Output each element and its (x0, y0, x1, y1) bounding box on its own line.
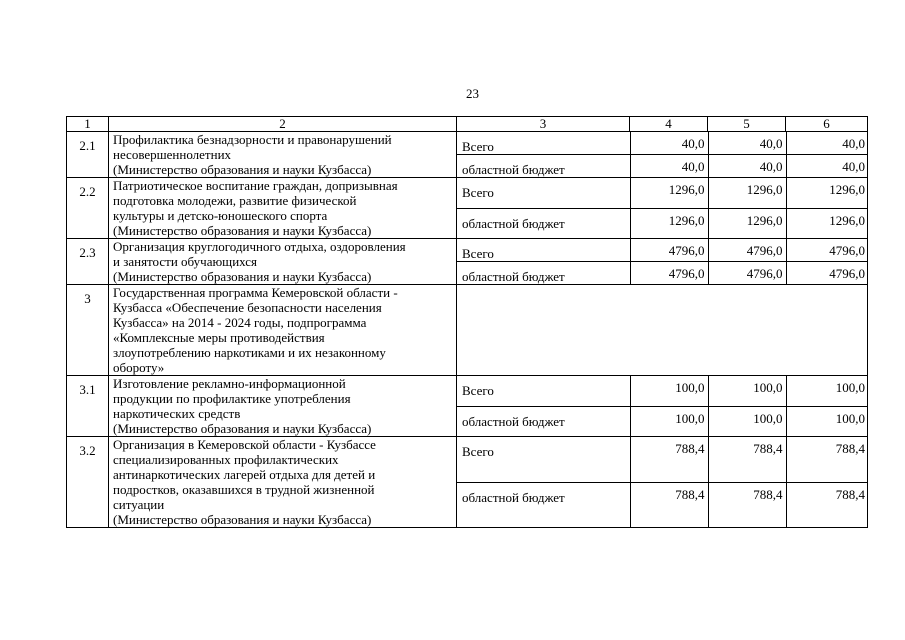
description-line: подростков, оказавшихся в трудной жизненной (113, 482, 375, 497)
budget-label: Всего (462, 444, 494, 459)
budget-row (457, 262, 868, 285)
budget-label: областной бюджет (457, 208, 630, 238)
budget-row (457, 437, 868, 482)
page-number: 23 (466, 86, 479, 101)
description-line: ситуации (113, 497, 165, 512)
budget-value: 788,4 (786, 437, 868, 482)
table-row (67, 285, 868, 376)
row-number: 3 (67, 285, 109, 376)
budget-value: 100,0 (630, 376, 708, 406)
table-row (67, 239, 868, 285)
column-header: 6 (786, 117, 868, 132)
budget-label: областной бюджет (457, 155, 630, 178)
row-number: 2.2 (67, 178, 109, 239)
budget-value: 788,4 (708, 437, 786, 482)
budget-cell (457, 178, 868, 239)
budget-subtable (457, 376, 868, 436)
budget-value: 4796,0 (630, 262, 708, 285)
budget-value: 40,0 (630, 155, 708, 178)
table-row (67, 437, 868, 528)
budget-row (457, 239, 868, 262)
row-description (109, 285, 457, 376)
budget-row (457, 178, 868, 208)
budget-value: 4796,0 (708, 262, 786, 285)
description-line: продукции по профилактике употребления (113, 391, 351, 406)
budget-row (457, 406, 868, 436)
budget-subtable (457, 132, 868, 177)
budget-value: 100,0 (786, 406, 868, 436)
budget-label: областной бюджет (457, 482, 630, 527)
budget-row (457, 208, 868, 238)
budget-cell (457, 239, 868, 285)
description-line: Профилактика безнадзорности и правонарушений (113, 132, 392, 147)
row-description (109, 178, 457, 239)
description-line: антинаркотических лагерей отдыха для детей и (113, 467, 376, 482)
budget-value: 40,0 (708, 155, 786, 178)
budget-value: 4796,0 (786, 262, 868, 285)
budget-row (457, 482, 868, 527)
description-line: Организация в Кемеровской области - Кузбассе (113, 437, 376, 452)
budget-value: 1296,0 (708, 208, 786, 238)
budget-value: 788,4 (630, 482, 708, 527)
table-row (67, 376, 868, 437)
row-number: 2.1 (67, 132, 109, 178)
description-line: «Комплексные меры противодействия (113, 330, 325, 345)
budget-value: 1296,0 (630, 208, 708, 238)
description-line: обороту» (113, 360, 165, 375)
description-line: несовершеннолетних (113, 147, 232, 162)
budget-label: Всего (462, 246, 494, 261)
budget-value: 788,4 (708, 482, 786, 527)
description-line: (Министерство образования и науки Кузбасса) (113, 269, 372, 284)
budget-label: областной бюджет (457, 406, 630, 436)
budget-value: 1296,0 (708, 178, 786, 208)
description-line: (Министерство образования и науки Кузбасса) (113, 421, 372, 436)
budget-value: 100,0 (786, 376, 868, 406)
table-row (67, 132, 868, 178)
budget-label: Всего (462, 139, 494, 154)
description-line: наркотических средств (113, 406, 241, 421)
budget-value: 100,0 (708, 406, 786, 436)
row-number: 2.3 (67, 239, 109, 285)
row-description (109, 376, 457, 437)
budget-value: 788,4 (630, 437, 708, 482)
budget-value: 1296,0 (786, 178, 868, 208)
budget-subtable (457, 437, 868, 527)
description-line: злоупотреблению наркотиками и их незаконному (113, 345, 386, 360)
description-line: подготовка молодежи, развитие физической (113, 193, 357, 208)
budget-subtable (457, 178, 868, 238)
budget-value: 788,4 (786, 482, 868, 527)
budget-value: 4796,0 (708, 239, 786, 262)
empty-cell (457, 285, 868, 376)
budget-subtable (457, 239, 868, 284)
budget-table (66, 116, 868, 528)
column-header: 1 (67, 117, 109, 132)
budget-row (457, 376, 868, 406)
column-header: 5 (708, 117, 786, 132)
budget-row (457, 132, 868, 155)
budget-label: областной бюджет (457, 262, 630, 285)
budget-label: Всего (462, 185, 494, 200)
budget-value: 40,0 (786, 132, 868, 155)
description-line: Изготовление рекламно-информационной (113, 376, 346, 391)
row-description (109, 132, 457, 178)
row-number: 3.1 (67, 376, 109, 437)
budget-value: 100,0 (630, 406, 708, 436)
table-row (67, 178, 868, 239)
description-line: Кузбасса» на 2014 - 2024 годы, подпрограмма (113, 315, 367, 330)
budget-value: 40,0 (786, 155, 868, 178)
budget-label: Всего (462, 383, 494, 398)
column-header: 2 (109, 117, 457, 132)
budget-value: 40,0 (630, 132, 708, 155)
budget-cell (457, 132, 868, 178)
description-line: (Министерство образования и науки Кузбасса) (113, 512, 372, 527)
budget-value: 4796,0 (786, 239, 868, 262)
description-line: Государственная программа Кемеровской области - (113, 285, 398, 300)
description-line: Кузбасса «Обеспечение безопасности населения (113, 300, 382, 315)
budget-value: 1296,0 (786, 208, 868, 238)
budget-cell (457, 437, 868, 528)
column-header: 3 (457, 117, 630, 132)
budget-cell (457, 376, 868, 437)
header-row (67, 117, 868, 132)
budget-value: 100,0 (708, 376, 786, 406)
row-description (109, 239, 457, 285)
budget-value: 4796,0 (630, 239, 708, 262)
description-line: Организация круглогодичного отдыха, оздоровления (113, 239, 406, 254)
budget-value: 40,0 (708, 132, 786, 155)
row-description (109, 437, 457, 528)
budget-row (457, 155, 868, 178)
description-line: культуры и детско-юношеского спорта (113, 208, 328, 223)
row-number: 3.2 (67, 437, 109, 528)
budget-value: 1296,0 (630, 178, 708, 208)
description-line: специализированных профилактических (113, 452, 339, 467)
description-line: и занятости обучающихся (113, 254, 258, 269)
description-line: (Министерство образования и науки Кузбасса) (113, 162, 372, 177)
column-header: 4 (630, 117, 708, 132)
description-line: Патриотическое воспитание граждан, допризывная (113, 178, 398, 193)
description-line: (Министерство образования и науки Кузбасса) (113, 223, 372, 238)
